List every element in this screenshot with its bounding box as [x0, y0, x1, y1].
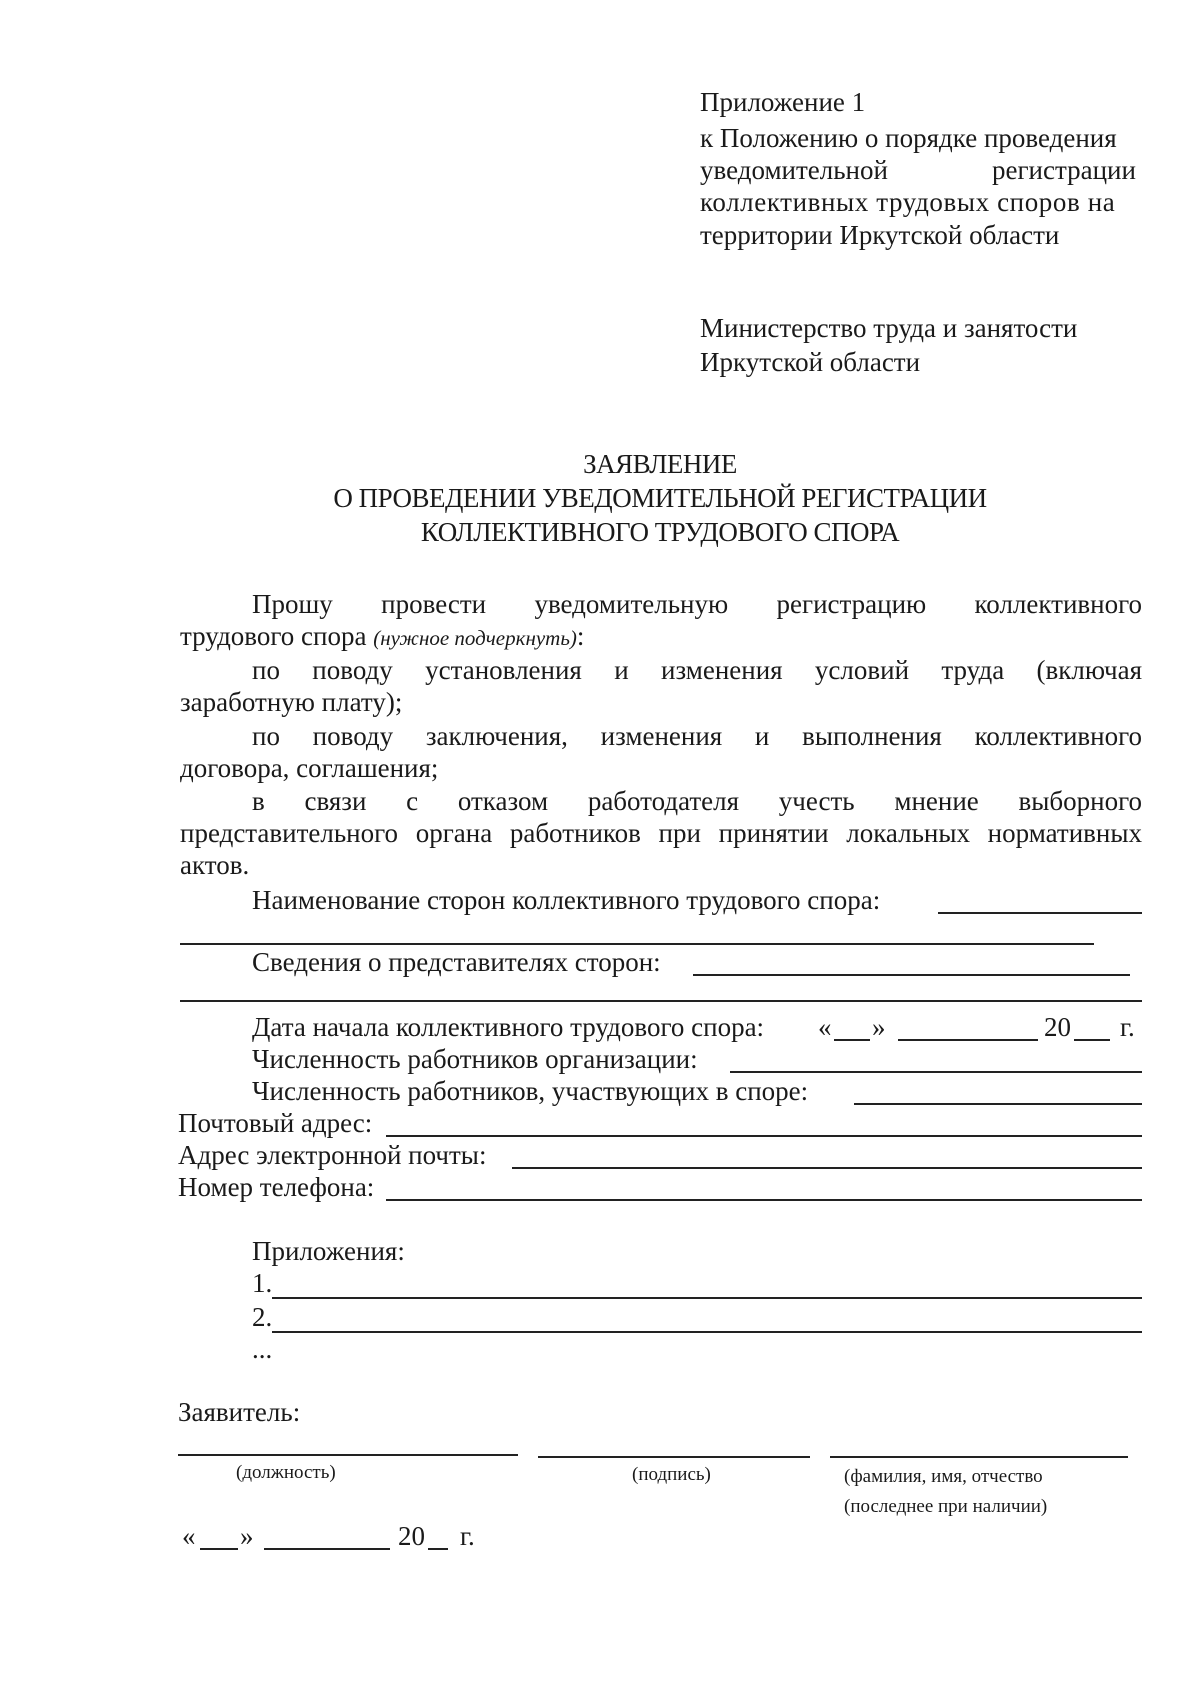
document-title: ЗАЯВЛЕНИЕ — [583, 449, 737, 479]
attachment-item-1-field[interactable] — [272, 1297, 1142, 1299]
start-date-day-field[interactable] — [834, 1039, 870, 1041]
addressee-line-1: Министерство труда и занятости — [700, 313, 1078, 343]
appendix-line-5: территории Иркутской области — [700, 220, 1060, 250]
appendix-line-4: коллективных трудовых споров на — [700, 187, 1116, 217]
appendix-line-1: Приложение 1 — [700, 87, 866, 117]
start-date-year-suffix: г. — [1120, 1012, 1135, 1042]
position-caption: (должность) — [236, 1462, 336, 1483]
representatives-field-line-2[interactable] — [180, 1000, 1142, 1002]
full-name-caption-line-2: (последнее при наличии) — [844, 1496, 1048, 1517]
signature-caption: (подпись) — [632, 1464, 711, 1485]
start-date-year-field[interactable] — [1074, 1039, 1110, 1041]
parties-label: Наименование сторон коллективного трудового спора: — [252, 885, 881, 915]
attachment-item-2-field[interactable] — [272, 1331, 1142, 1333]
option-2-line-1[interactable]: по поводу заключения, изменения и выполнения коллективного — [252, 721, 1142, 751]
appendix-line-2: к Положению о порядке проведения — [700, 123, 1117, 153]
application-date-year-suffix: г. — [460, 1521, 475, 1551]
option-1-line-1[interactable]: по поводу установления и изменения условий труда (включая — [252, 655, 1142, 685]
option-1-line-2: заработную плату); — [180, 687, 403, 717]
org-workers-label: Численность работников организации: — [252, 1044, 698, 1074]
document-subtitle-line-1: О ПРОВЕДЕНИИ УВЕДОМИТЕЛЬНОЙ РЕГИСТРАЦИИ — [333, 483, 987, 513]
parties-field-line-1[interactable] — [938, 912, 1142, 914]
application-date-close-quote: » — [240, 1521, 254, 1551]
email-field[interactable] — [512, 1167, 1142, 1169]
org-workers-field[interactable] — [730, 1071, 1142, 1073]
signature-field[interactable] — [538, 1456, 810, 1458]
phone-label: Номер телефона: — [178, 1172, 375, 1202]
underline-note: (нужное подчеркнуть) — [373, 626, 577, 650]
option-2-line-2: договора, соглашения; — [180, 753, 439, 783]
representatives-field-line-1[interactable] — [693, 974, 1130, 976]
application-date-month-field[interactable] — [264, 1548, 390, 1550]
full-name-field[interactable] — [830, 1456, 1128, 1458]
application-date-year-field[interactable] — [428, 1548, 448, 1550]
representatives-label: Сведения о представителях сторон: — [252, 947, 661, 977]
addressee-line-2: Иркутской области — [700, 347, 921, 377]
document-subtitle-line-2: КОЛЛЕКТИВНОГО ТРУДОВОГО СПОРА — [420, 517, 900, 547]
position-field[interactable] — [178, 1454, 518, 1456]
dispute-workers-field[interactable] — [854, 1103, 1142, 1105]
attachments-ellipsis: ... — [252, 1334, 273, 1364]
appendix-line-3b: регистрации — [992, 155, 1136, 185]
request-text-line-2 — [180, 620, 584, 654]
start-date-month-field[interactable] — [898, 1039, 1038, 1041]
postal-field[interactable] — [386, 1135, 1142, 1137]
option-3-line-1[interactable]: в связи с отказом работодателя учесть мнение выборного — [252, 786, 1142, 816]
attachment-item-1-number: 1. — [252, 1268, 273, 1298]
applicant-label: Заявитель: — [178, 1397, 301, 1427]
postal-label: Почтовый адрес: — [178, 1108, 373, 1138]
request-text-start: трудового спора — [180, 621, 367, 651]
request-text-line-1: Прошу провести уведомительную регистрацию коллективного — [252, 589, 1142, 619]
start-date-close-quote: » — [872, 1012, 886, 1042]
attachment-item-2-number: 2. — [252, 1302, 273, 1332]
request-colon: : — [576, 621, 585, 651]
start-date-label: Дата начала коллективного трудового спора: — [252, 1012, 765, 1042]
email-label: Адрес электронной почты: — [178, 1140, 487, 1170]
phone-field[interactable] — [386, 1199, 1142, 1201]
application-date-day-field[interactable] — [200, 1548, 238, 1550]
option-3-line-3: актов. — [180, 850, 250, 880]
parties-field-line-2[interactable] — [180, 943, 1094, 945]
dispute-workers-label: Численность работников, участвующих в споре: — [252, 1076, 809, 1106]
appendix-line-3a: уведомительной — [700, 155, 888, 185]
full-name-caption-line-1: (фамилия, имя, отчество — [844, 1466, 1043, 1487]
option-3-line-2: представительного органа работников при принятии локальных нормативных — [180, 818, 1142, 848]
start-date-year-prefix: 20 — [1044, 1012, 1071, 1042]
attachments-label: Приложения: — [252, 1236, 405, 1266]
application-date-open-quote: « — [182, 1521, 196, 1551]
application-date-year-prefix: 20 — [398, 1521, 425, 1551]
start-date-open-quote: « — [818, 1012, 832, 1042]
